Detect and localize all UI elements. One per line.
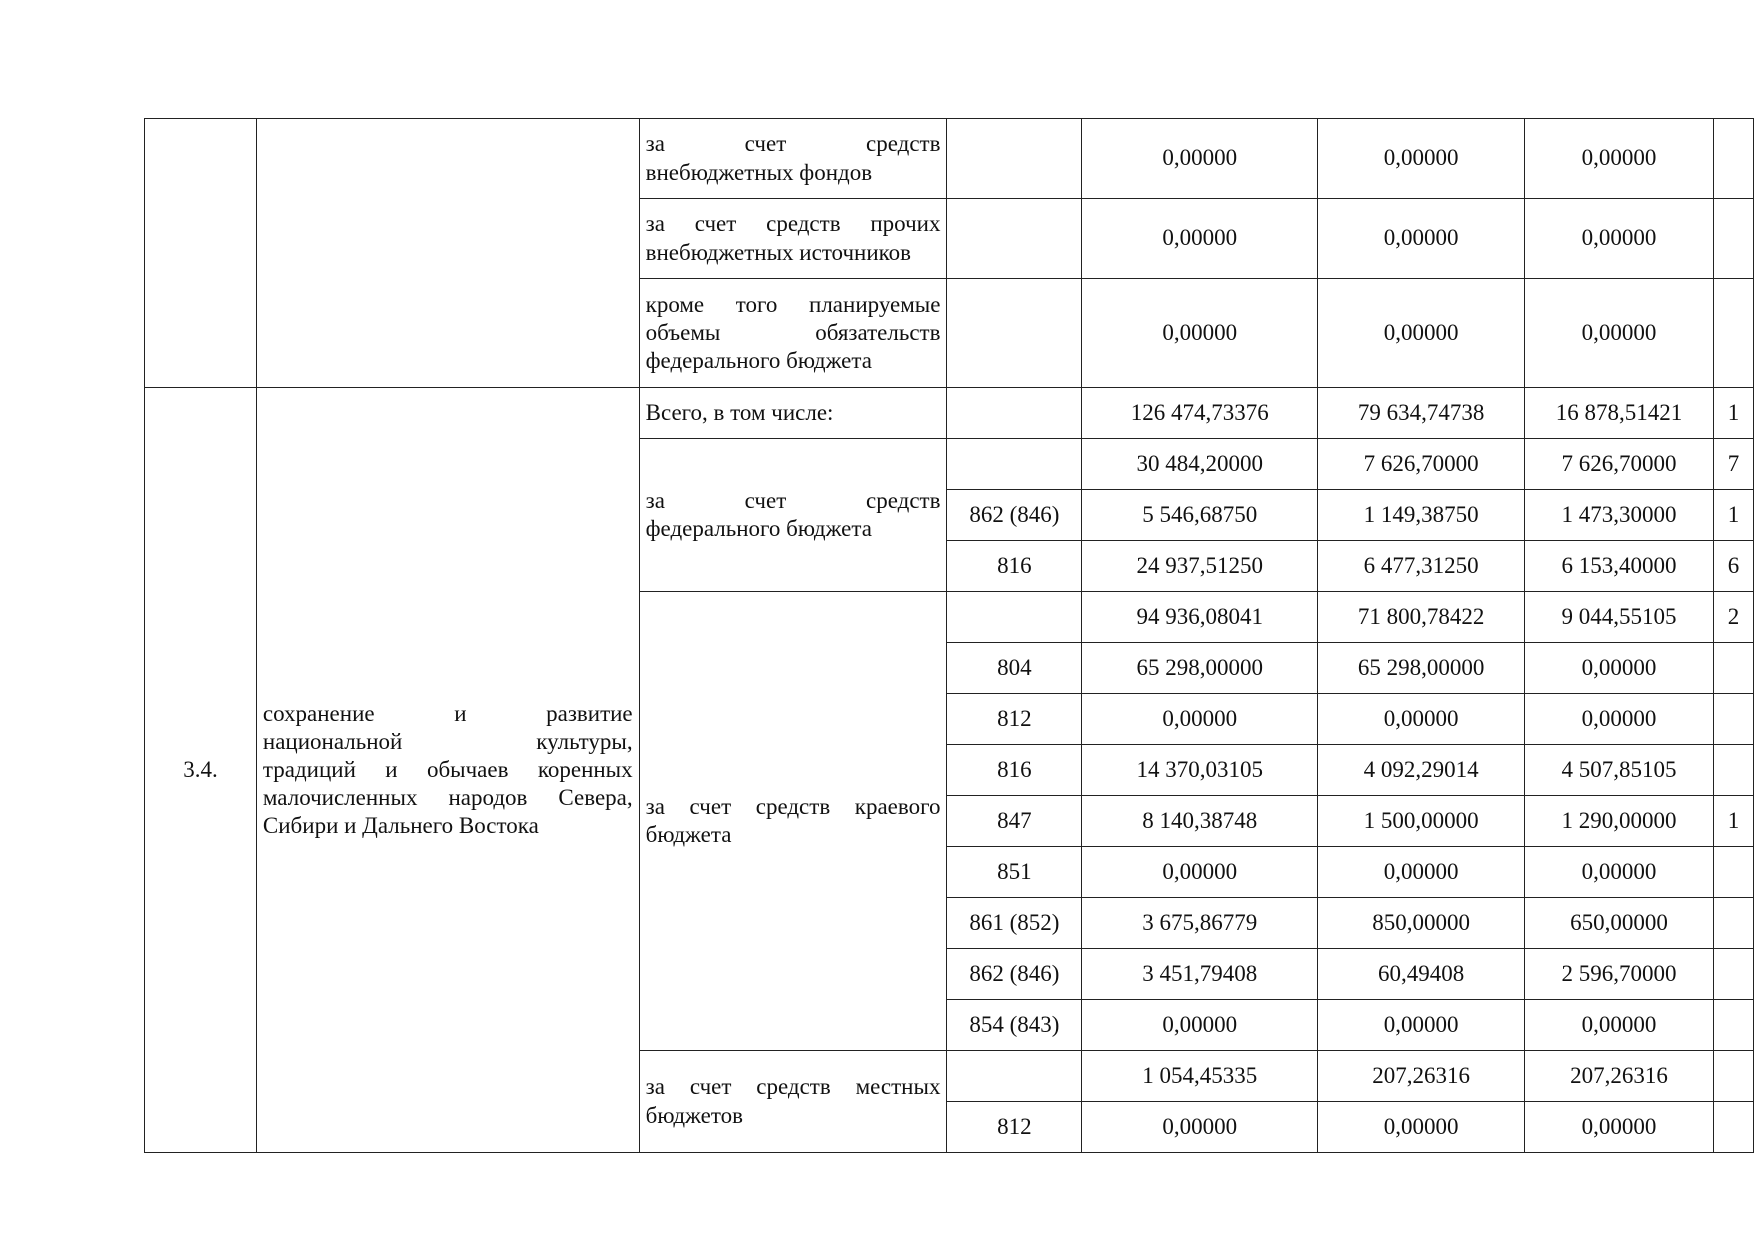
value-cell — [1713, 119, 1753, 199]
value-cell: 0,00000 — [1525, 847, 1714, 898]
value-cell: 0,00000 — [1318, 119, 1525, 199]
value-cell: 0,00000 — [1525, 279, 1714, 388]
value-cell: 0,00000 — [1525, 199, 1714, 279]
value-cell — [1713, 199, 1753, 279]
value-cell: 1 500,00000 — [1318, 796, 1525, 847]
value-cell: 0,00000 — [1318, 1102, 1525, 1153]
value-cell: 207,26316 — [1318, 1051, 1525, 1102]
value-cell: 0,00000 — [1525, 643, 1714, 694]
value-cell: 0,00000 — [1082, 1102, 1318, 1153]
value-cell: 6 153,40000 — [1525, 541, 1714, 592]
value-cell: 2 596,70000 — [1525, 949, 1714, 1000]
value-cell: 0,00000 — [1082, 199, 1318, 279]
value-cell: 0,00000 — [1525, 119, 1714, 199]
section-index: 3.4. — [145, 388, 257, 1153]
value-cell: 1 054,45335 — [1082, 1051, 1318, 1102]
code-cell: 816 — [947, 745, 1082, 796]
code-cell: 862 (846) — [947, 949, 1082, 1000]
value-cell: 60,49408 — [1318, 949, 1525, 1000]
local-source-label: за счет средств местных бюджетов — [639, 1051, 947, 1153]
value-cell — [1713, 745, 1753, 796]
source-cell: за счет средств прочих внебюджетных источников — [639, 199, 947, 279]
value-cell: 0,00000 — [1318, 199, 1525, 279]
value-cell: 24 937,51250 — [1082, 541, 1318, 592]
value-cell: 0,00000 — [1082, 847, 1318, 898]
value-cell: 7 626,70000 — [1318, 439, 1525, 490]
value-cell: 1 — [1713, 796, 1753, 847]
regional-source-label: за счет средств краевого бюджета — [639, 592, 947, 1051]
code-cell: 851 — [947, 847, 1082, 898]
value-cell: 3 675,86779 — [1082, 898, 1318, 949]
code-cell: 861 (852) — [947, 898, 1082, 949]
value-cell: 0,00000 — [1525, 1000, 1714, 1051]
value-cell: 0,00000 — [1082, 279, 1318, 388]
value-cell: 1 473,30000 — [1525, 490, 1714, 541]
value-cell: 0,00000 — [1082, 694, 1318, 745]
value-cell: 6 477,31250 — [1318, 541, 1525, 592]
code-cell: 816 — [947, 541, 1082, 592]
code-cell — [947, 279, 1082, 388]
value-cell: 650,00000 — [1525, 898, 1714, 949]
code-cell — [947, 388, 1082, 439]
value-cell: 1 — [1713, 490, 1753, 541]
value-cell: 30 484,20000 — [1082, 439, 1318, 490]
code-cell — [947, 119, 1082, 199]
table-row — [145, 388, 1754, 439]
value-cell: 0,00000 — [1318, 1000, 1525, 1051]
source-cell: кроме того планируемые объемы обязательств федерального бюджета — [639, 279, 947, 388]
code-cell — [947, 592, 1082, 643]
total-label: Всего, в том числе: — [639, 388, 947, 439]
code-cell: 862 (846) — [947, 490, 1082, 541]
value-cell: 1 — [1713, 388, 1753, 439]
value-cell — [1713, 694, 1753, 745]
value-cell: 0,00000 — [1082, 119, 1318, 199]
value-cell: 1 149,38750 — [1318, 490, 1525, 541]
value-cell — [1713, 279, 1753, 388]
code-cell: 804 — [947, 643, 1082, 694]
code-cell — [947, 1051, 1082, 1102]
value-cell: 4 507,85105 — [1525, 745, 1714, 796]
value-cell: 94 936,08041 — [1082, 592, 1318, 643]
code-cell: 812 — [947, 694, 1082, 745]
value-cell: 0,00000 — [1318, 847, 1525, 898]
value-cell — [1713, 1000, 1753, 1051]
value-cell: 3 451,79408 — [1082, 949, 1318, 1000]
value-cell: 65 298,00000 — [1082, 643, 1318, 694]
value-cell: 65 298,00000 — [1318, 643, 1525, 694]
code-cell: 847 — [947, 796, 1082, 847]
table-row — [145, 119, 1754, 199]
value-cell: 0,00000 — [1318, 279, 1525, 388]
value-cell — [1713, 1102, 1753, 1153]
value-cell: 4 092,29014 — [1318, 745, 1525, 796]
federal-source-label: за счет средств федерального бюджета — [639, 439, 947, 592]
value-cell — [1713, 847, 1753, 898]
value-cell: 7 626,70000 — [1525, 439, 1714, 490]
value-cell: 126 474,73376 — [1082, 388, 1318, 439]
value-cell — [1713, 949, 1753, 1000]
value-cell: 2 — [1713, 592, 1753, 643]
value-cell: 79 634,74738 — [1318, 388, 1525, 439]
name-cell-empty — [256, 119, 639, 388]
value-cell: 71 800,78422 — [1318, 592, 1525, 643]
value-cell — [1713, 898, 1753, 949]
value-cell: 850,00000 — [1318, 898, 1525, 949]
value-cell: 8 140,38748 — [1082, 796, 1318, 847]
value-cell: 0,00000 — [1525, 1102, 1714, 1153]
code-cell — [947, 439, 1082, 490]
value-cell: 0,00000 — [1525, 694, 1714, 745]
value-cell: 5 546,68750 — [1082, 490, 1318, 541]
value-cell: 0,00000 — [1318, 694, 1525, 745]
value-cell: 207,26316 — [1525, 1051, 1714, 1102]
value-cell: 7 — [1713, 439, 1753, 490]
code-cell — [947, 199, 1082, 279]
value-cell: 14 370,03105 — [1082, 745, 1318, 796]
code-cell: 854 (843) — [947, 1000, 1082, 1051]
budget-table — [144, 118, 1754, 1153]
value-cell: 6 — [1713, 541, 1753, 592]
section-name: сохранение и развитие национальной культуры, традиций и обычаев коренных малочисленных народов Севера, Сибири и Дальнего Востока — [256, 388, 639, 1153]
source-cell: за счет средств внебюджетных фондов — [639, 119, 947, 199]
code-cell: 812 — [947, 1102, 1082, 1153]
value-cell: 0,00000 — [1082, 1000, 1318, 1051]
value-cell: 16 878,51421 — [1525, 388, 1714, 439]
value-cell — [1713, 643, 1753, 694]
value-cell — [1713, 1051, 1753, 1102]
value-cell: 9 044,55105 — [1525, 592, 1714, 643]
index-cell-empty — [145, 119, 257, 388]
value-cell: 1 290,00000 — [1525, 796, 1714, 847]
